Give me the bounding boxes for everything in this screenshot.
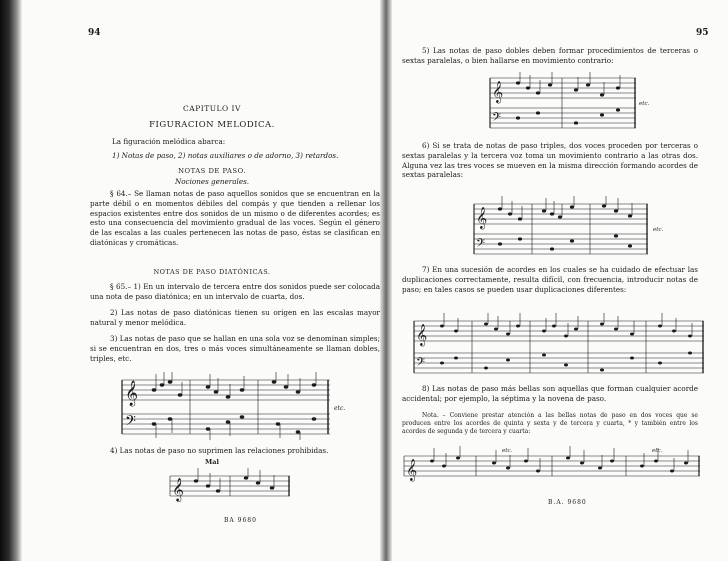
mal-label: Mal	[205, 458, 219, 466]
right-page	[392, 0, 728, 561]
section-heading: NOTAS DE PASO.	[178, 167, 246, 175]
svg-text:𝄞: 𝄞	[492, 81, 504, 103]
score-etc-label-3: etc.	[653, 227, 664, 233]
chapter-number: CAPITULO IV	[183, 104, 241, 113]
svg-text:𝄞: 𝄞	[416, 324, 428, 346]
music-example-triple-passing-notes	[472, 196, 672, 258]
score-etc-label-4: etc.	[502, 448, 513, 454]
paragraph-4: 4) Las notas de paso no suprimen las relaciones prohibidas.	[110, 446, 329, 455]
svg-text:𝄞: 𝄞	[172, 477, 184, 501]
svg-text:𝄞: 𝄞	[125, 381, 139, 406]
svg-text:𝄢: 𝄢	[416, 356, 426, 372]
music-example-simple-passing-notes	[118, 370, 350, 442]
note-text: Nota. – Conviene prestar atención a las bellas notas de paso en dos voces que se producen entre los acordes de quinta y sexta y de tercera y cuarta, * y también entre los acordes de segunda y de tercera y cuarta:	[402, 412, 698, 435]
score-etc-label-5: etc.	[652, 448, 663, 454]
intro-list: 1) Notas de paso, 2) notas auxiliares o de adorno, 3) retardos.	[112, 151, 339, 160]
paragraph-6: 6) Si se trata de notas de paso triples, dos voces proceden por terceras o sextas paralelas y la tercera voz toma un movimiento contrario a las otras dos. Alguna vez las tres voces se mueven en la misma dirección formando acordes de sextas paralelas:	[402, 141, 698, 180]
footer-left: BA 9680	[224, 517, 257, 524]
paragraph-2: 2) Las notas de paso diatónicas tienen su origen en las escalas mayor natural y menor melódica.	[90, 308, 380, 327]
intro-text: La figuración melódica abarca:	[112, 137, 226, 146]
book-gutter	[380, 0, 392, 561]
paragraph-65: § 65.– 1) En un intervalo de tercera entre dos sonidos puede ser colocada una nota de paso diatónica; en un intervalo de cuarta, dos.	[90, 282, 380, 301]
page-number-right: 95	[696, 28, 709, 38]
score-etc-label-2: etc.	[639, 101, 650, 107]
paragraph-3: 3) Las notas de paso que se hallan en una sola voz se denominan simples; si se encuentran en dos, tres o más voces simultáneamente se llaman dobles, triples, etc.	[90, 334, 380, 363]
left-page	[22, 0, 380, 561]
music-example-double-passing-notes	[488, 72, 656, 132]
svg-text:𝄢: 𝄢	[125, 413, 136, 433]
music-example-prohibited	[168, 468, 292, 502]
paragraph-7: 7) En una sucesión de acordes en los cuales se ha cuidado de efectuar las duplicaciones correctamente, resulta difícil, con frecuencia, introducir notas de paso; en tales casos se pueden usar duplicaciones diferentes:	[402, 265, 698, 294]
music-example-duplications	[412, 313, 708, 379]
paragraph-8: 8) Las notas de paso más bellas son aquellas que forman cualquier acorde accidental; por ejemplo, la séptima y la novena de paso.	[402, 384, 698, 403]
footer-right: B.A. 9680	[548, 499, 587, 506]
binding-edge	[0, 0, 22, 561]
music-example-note-passing	[402, 444, 702, 484]
svg-text:𝄢: 𝄢	[492, 111, 502, 127]
paragraph-64: § 64.– Se llaman notas de paso aquellos sonidos que se encuentran en la parte débil o en momentos débiles del compás y que tienden a rellenar los espacios existentes entre dos sonidos de un mismo o de diferentes acordes; es esto una consecuencia del movimiento gradual de las voces. Según el género de las escalas a las cuales pertenecen las notas de paso, éstas se clasifican en diatónicas y cromáticas.	[90, 189, 380, 247]
section-subheading: Nociones generales.	[174, 177, 250, 186]
page-number-left: 94	[88, 28, 101, 38]
score-etc-label: etc.	[334, 405, 346, 412]
svg-text:𝄞: 𝄞	[406, 459, 418, 481]
diatonic-heading: NOTAS DE PASO DIATÓNICAS.	[153, 268, 271, 276]
svg-text:𝄞: 𝄞	[476, 207, 488, 229]
svg-text:𝄢: 𝄢	[476, 237, 486, 253]
chapter-title: FIGURACION MELODICA.	[149, 120, 275, 130]
paragraph-5: 5) Las notas de paso dobles deben formar procedimientos de terceras o sextas paralelas, o bien hallarse en movimiento contrario:	[402, 46, 698, 65]
